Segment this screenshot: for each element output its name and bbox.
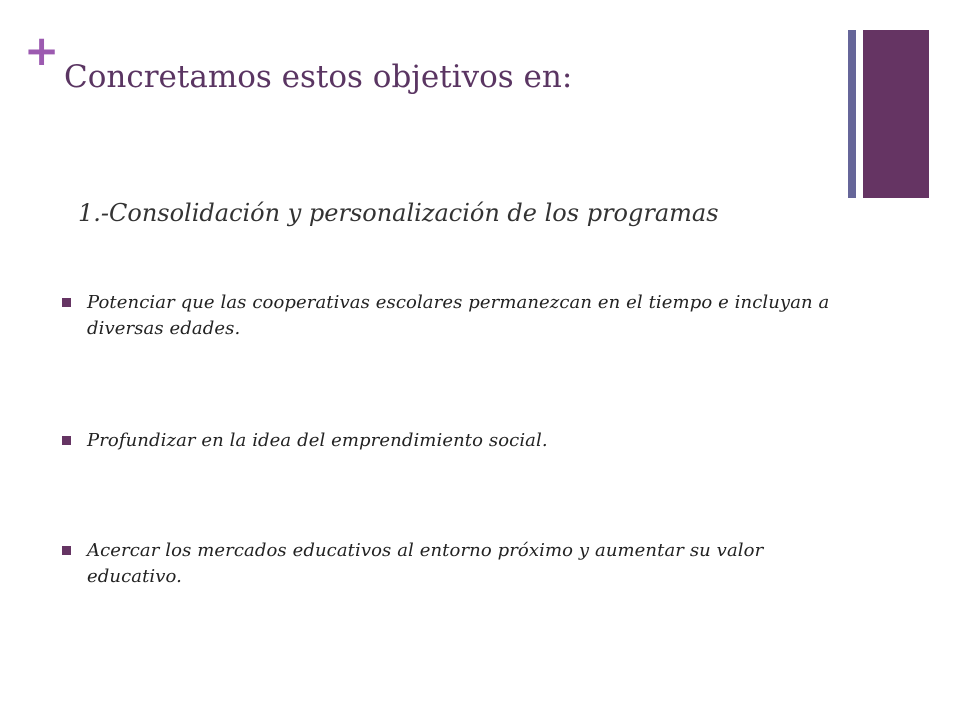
bullet-item xyxy=(62,290,852,342)
bullet-item xyxy=(62,428,852,454)
bullet-item xyxy=(62,538,852,590)
square-bullet-icon xyxy=(62,546,71,555)
square-bullet-icon xyxy=(62,436,71,445)
plus-icon: + xyxy=(24,26,60,75)
decorative-bar-thick xyxy=(863,30,929,198)
square-bullet-icon xyxy=(62,298,71,307)
bullet-text: Acercar los mercados educativos al entorno próximo y aumentar su valor educativo. xyxy=(87,540,764,587)
bullet-text: Profundizar en la idea del emprendimiento social. xyxy=(87,430,548,451)
bullet-text: Potenciar que las cooperativas escolares permanezcan en el tiempo e incluyan a diversas edades. xyxy=(87,292,830,339)
slide-title: Concretamos estos objetivos en: xyxy=(64,59,573,95)
section-heading: 1.-Consolidación y personalización de los programas xyxy=(78,199,719,227)
decorative-bar-thin xyxy=(848,30,856,198)
